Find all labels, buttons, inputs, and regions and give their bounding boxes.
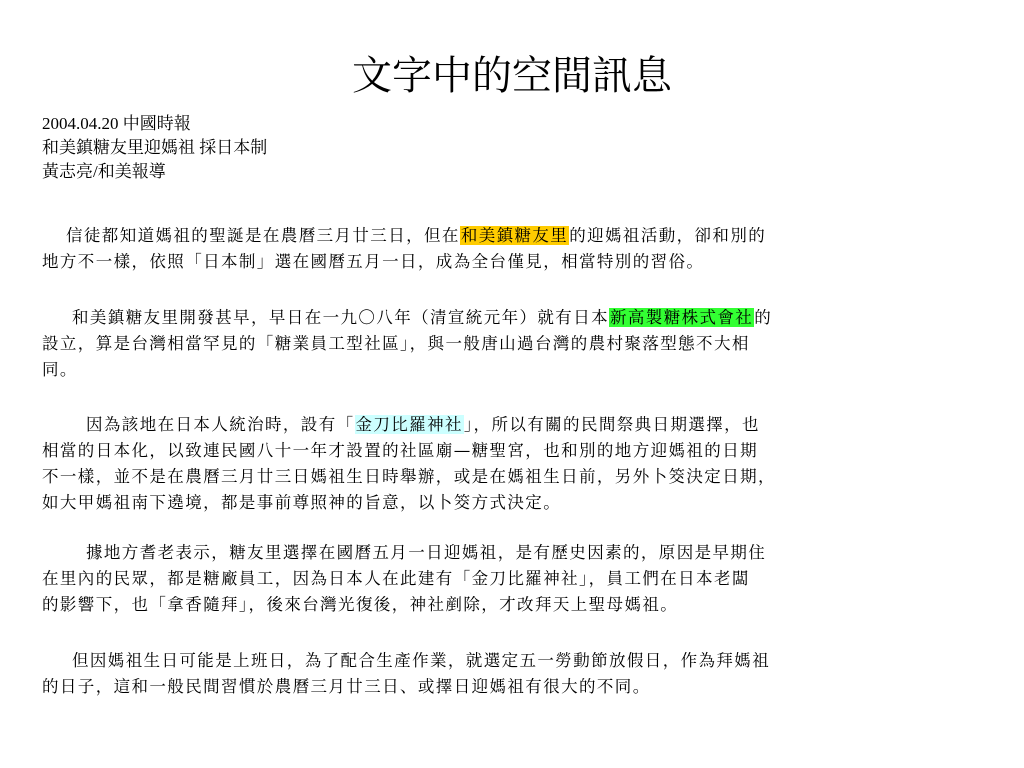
article-headline: 和美鎮糖友里迎媽祖 採日本制 — [42, 138, 268, 157]
paragraph-3 — [42, 412, 977, 516]
highlight-place-name: 和美鎮糖友里 — [460, 226, 569, 245]
paragraph-line: 設立，算是台灣相當罕見的「糖業員工型社區」，與一般唐山過台灣的農村聚落型態不大相 — [42, 334, 750, 353]
paragraph-line: 如大甲媽祖南下遶境，都是事前尊照神的旨意，以卜筊方式決定。 — [42, 493, 562, 512]
paragraph-line: 不一樣，並不是在農曆三月廿三日媽祖生日時舉辦，或是在媽祖生日前，另外卜筊決定日期， — [42, 467, 776, 486]
byline: 黃志亮/和美報導 — [42, 162, 166, 181]
paragraph-1 — [42, 223, 977, 275]
paragraph-line: 的日子，這和一般民間習慣於農曆三月廿三日、或擇日迎媽祖有很大的不同。 — [42, 677, 651, 696]
paragraph-line: 同。 — [42, 360, 78, 379]
paragraph-line: 的影響下，也「拿香隨拜」，後來台灣光復後，神社剷除，才改拜天上聖母媽祖。 — [42, 595, 679, 614]
page-title: 文字中的空間訊息 — [352, 53, 672, 99]
article-header — [42, 112, 267, 184]
paragraph-line: 相當的日本化，以致連民國八十一年才設置的社區廟—糖聖宮，也和別的地方迎媽祖的日期 — [42, 441, 758, 460]
paragraph-line: 但因媽祖生日可能是上班日，為了配合生產作業，就選定五一勞動節放假日，作為拜媽祖 — [72, 651, 771, 670]
highlight-shrine-name: 金刀比羅神社 — [355, 415, 463, 434]
paragraph-line: 和美鎮糖友里開發甚早，早日在一九〇八年（清宣統元年）就有日本新高製糖株式會社的 — [72, 308, 773, 327]
paragraph-2 — [42, 305, 977, 383]
paragraph-line: 信徒都知道媽祖的聖誕是在農曆三月廿三日，但在和美鎮糖友里的迎媽祖活動，卻和別的 — [66, 226, 767, 245]
paragraph-5 — [42, 648, 977, 700]
paragraph-line: 地方不一樣，依照「日本制」選在國曆五月一日，成為全台僅見，相當特別的習俗。 — [42, 252, 705, 271]
date-source: 2004.04.20 中國時報 — [42, 114, 191, 133]
paragraph-4 — [42, 540, 977, 618]
paragraph-line: 因為該地在日本人統治時，設有「金刀比羅神社」，所以有關的民間祭典日期選擇，也 — [86, 415, 760, 434]
highlight-company-name: 新高製糖株式會社 — [610, 308, 754, 327]
paragraph-line: 據地方耆老表示，糖友里選擇在國曆五月一日迎媽祖，是有歷史因素的，原因是早期住 — [86, 543, 767, 562]
paragraph-line: 在里內的民眾，都是糖廠員工，因為日本人在此建有「金刀比羅神社」，員工們在日本老闆 — [42, 569, 750, 588]
